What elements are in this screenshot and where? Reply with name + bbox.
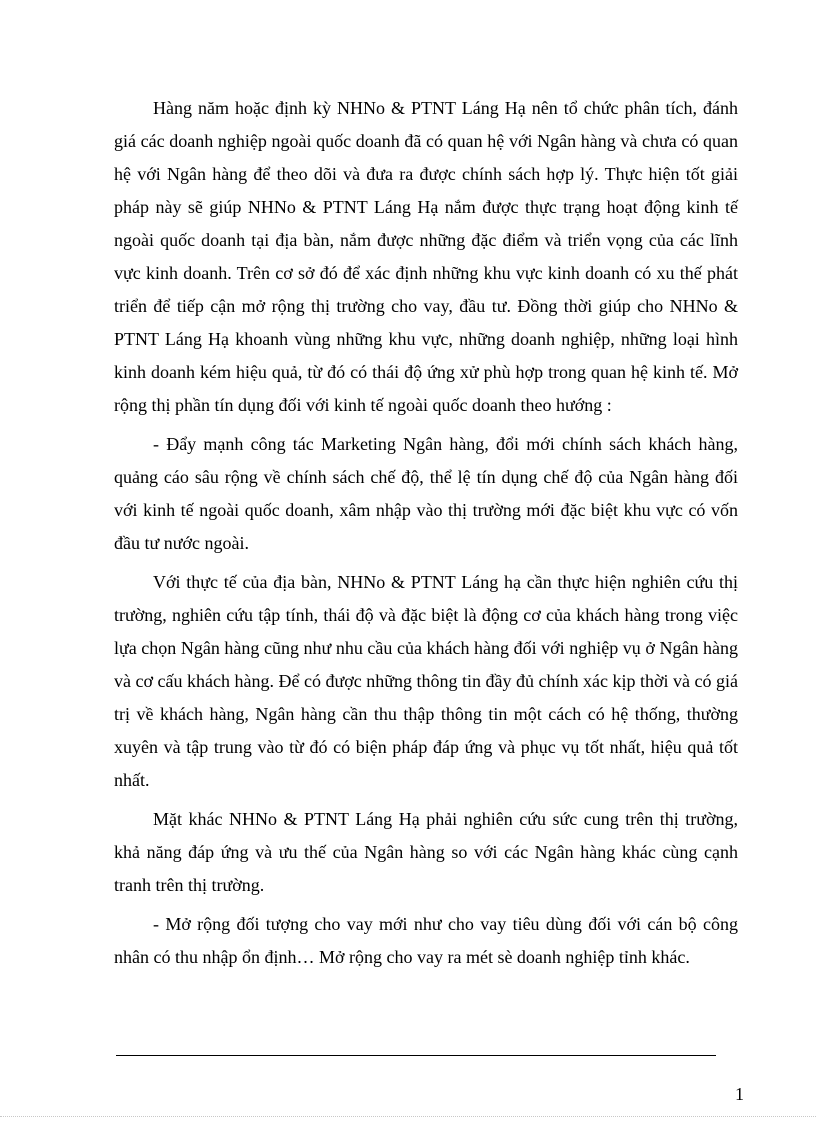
page-bottom-border (0, 1116, 816, 1117)
paragraph-1: Hàng năm hoặc định kỳ NHNo & PTNT Láng Hạ nên tổ chức phân tích, đánh giá các doanh nghiệp ngoài quốc doanh đã có quan hệ với Ngân hàng và chưa có quan hệ với Ngân hàng để theo dõi và đưa ra được chính sách hợp lý. Thực hiện tốt giải pháp này sẽ giúp NHNo & PTNT Láng Hạ nắm được thực trạng hoạt động kinh tế ngoài quốc doanh tại địa bàn, nắm được những đặc điểm và triển vọng của các lĩnh vực kinh doanh. Trên cơ sở đó để xác định những khu vực kinh doanh có xu thế phát triển để tiếp cận mở rộng thị trường cho vay, đầu tư. Đồng thời giúp cho NHNo & PTNT Láng Hạ khoanh vùng những khu vực, những doanh nghiệp, những loại hình kinh doanh kém hiệu quả, từ đó có thái độ ứng xử phù hợp trong quan hệ kinh tế. Mở rộng thị phần tín dụng đối với kinh tế ngoài quốc doanh theo hướng : (114, 98, 738, 415)
page-number: 1 (735, 1084, 744, 1104)
paragraph-3: Với thực tế của địa bàn, NHNo & PTNT Láng hạ cần thực hiện nghiên cứu thị trường, nghiên cứu tập tính, thái độ và đặc biệt là động cơ của khách hàng trong việc lựa chọn Ngân hàng cũng như nhu cầu của khách hàng đối với nghiệp vụ ở Ngân hàng và cơ cấu khách hàng. Để có được những thông tin đầy đủ chính xác kịp thời và có giá trị về khách hàng, Ngân hàng cần thu thập thông tin một cách có hệ thống, thường xuyên và tập trung vào từ đó có biện pháp đáp ứng và phục vụ tốt nhất, hiệu quả tốt nhất. (114, 572, 738, 790)
paragraph-2: - Đẩy mạnh công tác Marketing Ngân hàng, đổi mới chính sách khách hàng, quảng cáo sâu rộng về chính sách chế độ, thể lệ tín dụng chế độ của Ngân hàng đối với kinh tế ngoài quốc doanh, xâm nhập vào thị trường mới đặc biệt khu vực có vốn đầu tư nước ngoài. (114, 434, 738, 553)
footer-divider (116, 1055, 716, 1056)
body-text (114, 92, 738, 980)
paragraph-5: - Mở rộng đối tượng cho vay mới như cho vay tiêu dùng đối với cán bộ công nhân có thu nhập ổn định… Mở rộng cho vay ra mét sè doanh nghiệp tỉnh khác. (114, 914, 738, 967)
paragraph-4: Mặt khác NHNo & PTNT Láng Hạ phải nghiên cứu sức cung trên thị trường, khả năng đáp ứng và ưu thế của Ngân hàng so với các Ngân hàng khác cùng cạnh tranh trên thị trường. (114, 809, 738, 895)
